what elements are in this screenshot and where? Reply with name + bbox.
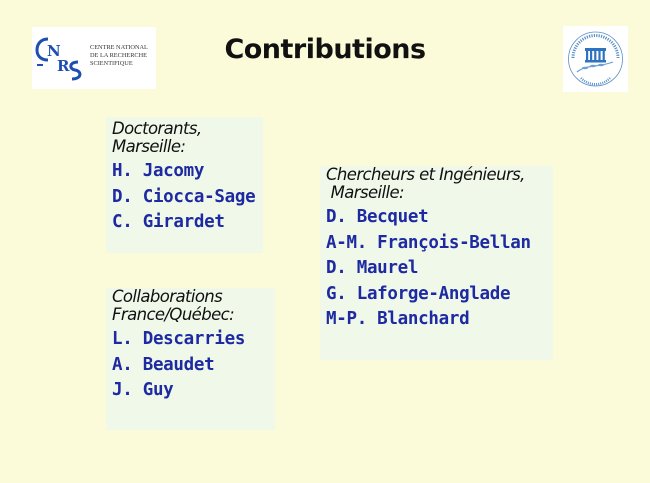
cnrs-line-2: DE LA RECHERCHE [90,52,148,59]
doctorants-box [106,117,263,253]
collaborations-heading [106,288,275,324]
doctorant-name: C. Girardet [112,212,225,232]
collaborations-heading-line-2: France/Québec: [112,305,235,324]
chercheurs-heading-line-2: Marseille: [326,183,404,202]
chercheur-name: G. Laforge-Anglade [326,283,511,304]
university-seal-icon [563,26,628,92]
doctorants-heading-line-2: Marseille: [112,137,186,156]
collaborations-box [106,288,275,430]
doctorants-heading [106,117,263,156]
collaborations-name-list [106,327,275,404]
chercheur-name: M-P. Blanchard [326,309,470,329]
doctorants-name-list [106,159,263,236]
chercheur-name: D. Maurel [326,258,419,278]
chercheurs-name-list [320,205,553,333]
page-title: Contributions [224,34,426,65]
collaborations-heading-line-1: Collaborations [112,287,223,306]
cnrs-line-1: CENTRE NATIONAL [90,44,148,51]
cnrs-line-3: SCIENTIFIQUE [90,60,133,67]
chercheur-name: D. Becquet [326,207,429,227]
doctorant-name: H. Jacomy [112,161,205,181]
svg-text:R: R [57,57,70,75]
chercheurs-box [320,166,553,360]
chercheurs-heading-line-1: Chercheurs et Ingénieurs, [326,165,525,184]
doctorants-heading-line-1: Doctorants, [112,119,202,138]
chercheurs-heading [320,166,553,202]
collaborator-name: J. Guy [112,380,174,400]
collaborator-name: A. Beaudet [112,354,215,375]
chercheur-name: A-M. François-Bellan [326,232,531,253]
collaborator-name: L. Descarries [112,329,246,349]
university-logo [563,26,628,92]
doctorant-name: D. Ciocca-Sage [112,186,256,207]
svg-text:N: N [47,42,61,60]
